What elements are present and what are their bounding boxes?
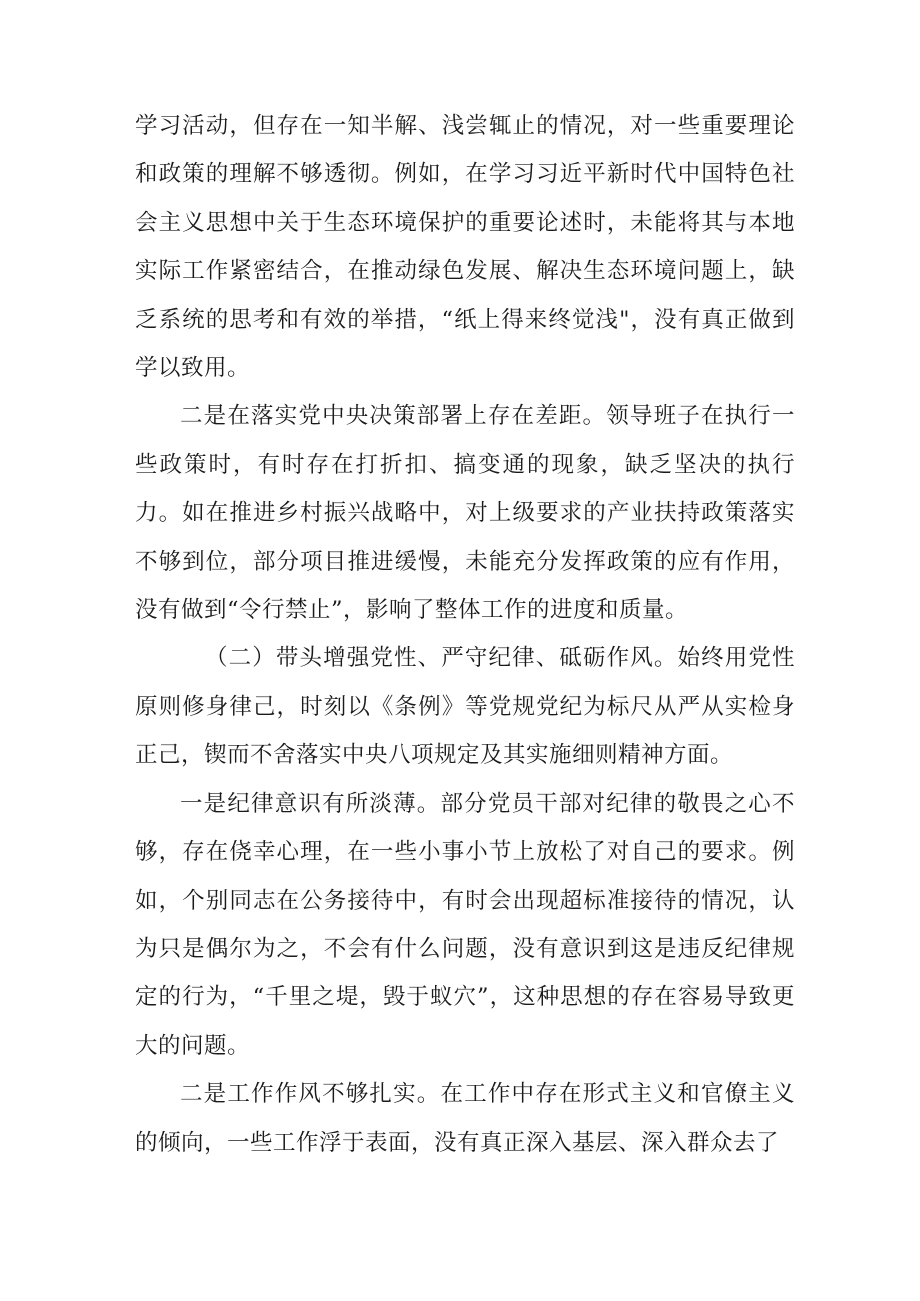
document-body (135, 102, 795, 1167)
paragraph-policy-implementation-gap: 二是在落实党中央决策部署上存在差距。领导班子在执行一些政策时，有时存在打折扣、搞变通的现象，缺乏坚决的执行力。如在推进乡村振兴战略中，对上级要求的产业扶持政策落实不够到位，部分项目推进缓慢，未能充分发挥政策的应有作用，没有做到“令行禁止”，影响了整体工作的进度和质量。 (135, 403, 795, 624)
section-heading-party-discipline: （二）带头增强党性、严守纪律、砥砺作风。始终用党性原则修身律己，时刻以《条例》等党规党纪为标尺从严从实检身正己，锲而不舍落实中央八项规定及其实施细则精神方面。 (135, 645, 795, 769)
paragraph-discipline-awareness: 一是纪律意识有所淡薄。部分党员干部对纪律的敬畏之心不够，存在侥幸心理，在一些小事小节上放松了对自己的要求。例如，个别同志在公务接待中，有时会出现超标准接待的情况，认为只是偶尔为之，不会有什么问题，没有意识到这是违反纪律规定的行为，“千里之堤，毁于蚁穴”，这种思想的存在容易导致更大的问题。 (135, 790, 795, 1059)
paragraph-work-style: 二是工作作风不够扎实。在工作中存在形式主义和官僚主义的倾向，一些工作浮于表面，没有真正深入基层、深入群众去了 (135, 1081, 795, 1156)
paragraph-study-continuation: 学习活动，但存在一知半解、浅尝辄止的情况，对一些重要理论和政策的理解不够透彻。例如，在学习习近平新时代中国特色社会主义思想中关于生态环境保护的重要论述时，未能将其与本地实际工作紧密结合，在推动绿色发展、解决生态环境问题上，缺乏系统的思考和有效的举措，“纸上得来终觉浅"，没有真正做到学以致用。 (135, 113, 795, 382)
